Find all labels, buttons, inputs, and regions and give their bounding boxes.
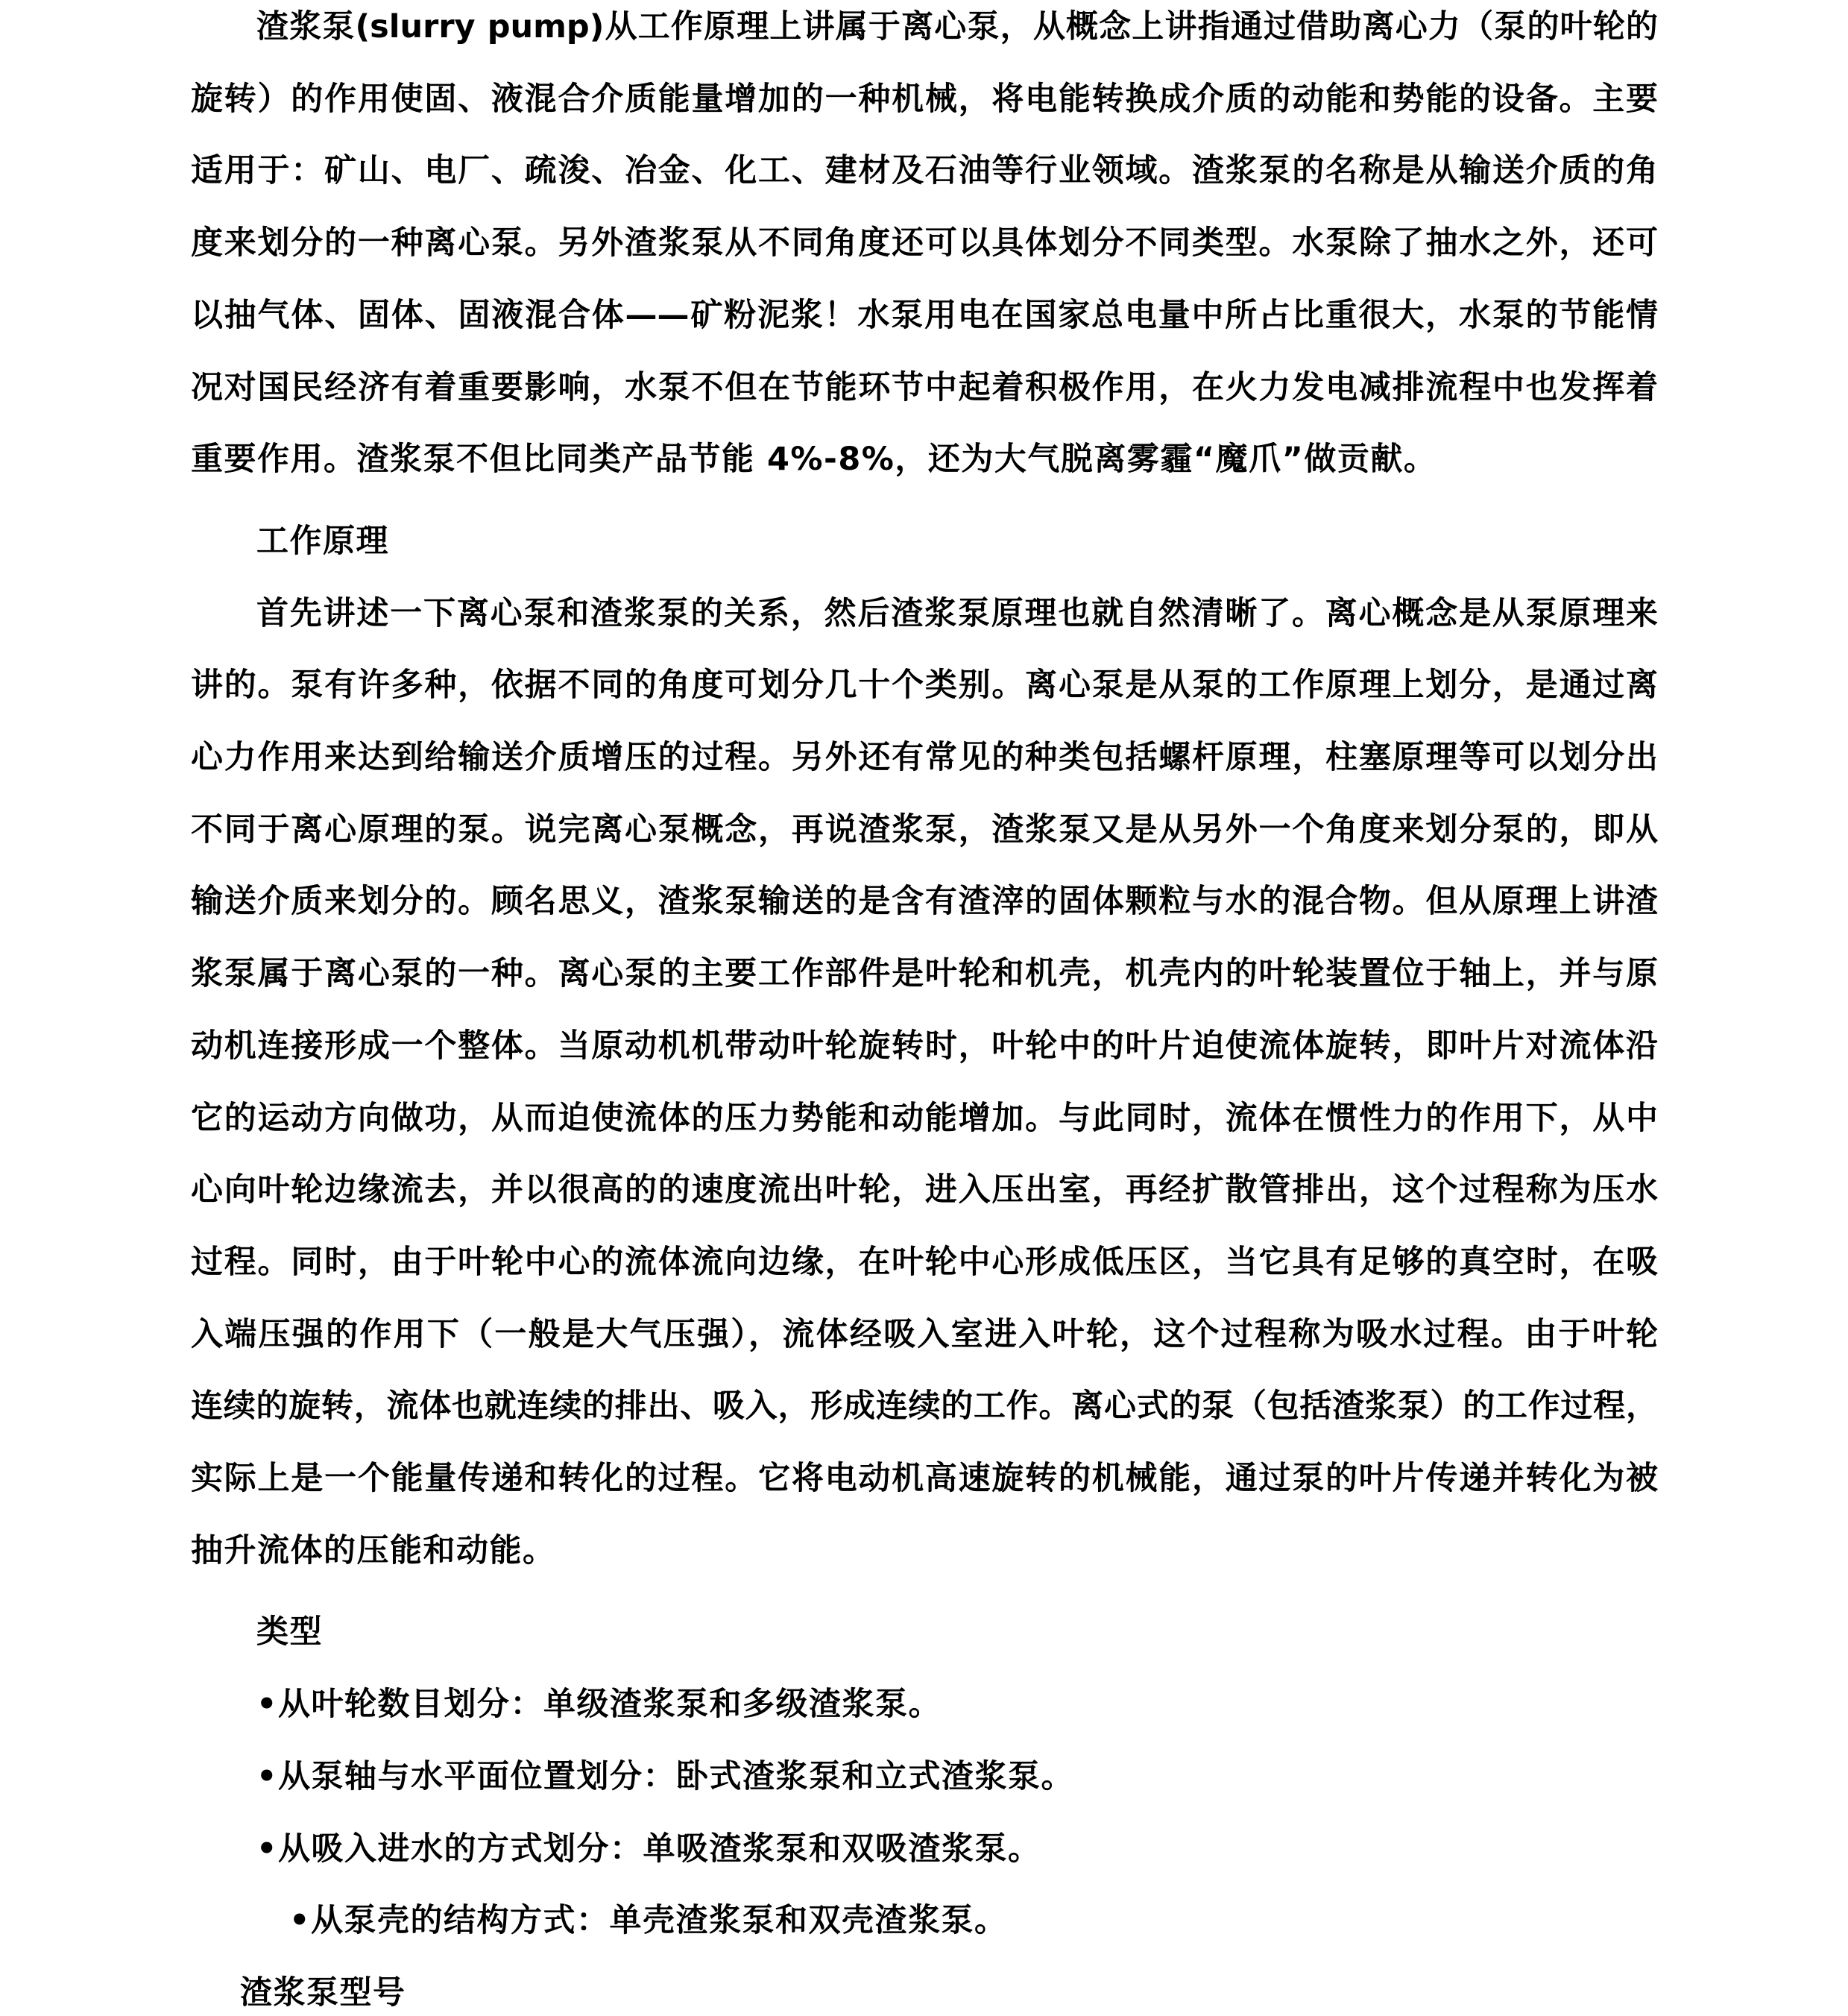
paragraph-first-line: 首先讲述一下离心泵和渣浆泵的关系，然后渣浆泵原理也就自然清晰了。离心概念是从泵原理来 <box>256 594 1658 632</box>
paragraph-line: 实际上是一个能量传递和转化的过程。它将电动机高速旋转的机械能，通过泵的叶片传递并转化为被 <box>191 1460 1658 1498</box>
section-heading: 工作原理 <box>256 522 389 560</box>
paragraph-line: 入端压强的作用下（一般是大气压强），流体经吸入室进入叶轮，这个过程称为吸水过程。由于叶轮 <box>191 1315 1658 1353</box>
paragraph-line: 动机连接形成一个整体。当原动机机带动叶轮旋转时，叶轮中的叶片迫使流体旋转，即叶片对流体沿 <box>191 1027 1658 1065</box>
bullet-item: •从泵轴与水平面位置划分：卧式渣浆泵和立式渣浆泵。 <box>256 1757 1074 1795</box>
paragraph-last-line: 抽升流体的压能和动能。 <box>191 1531 556 1569</box>
paragraph-last-line: 重要作用。渣浆泵不但比同类产品节能 4%-8%，还为大气脱离雾霾“魔爪”做贡献。 <box>191 441 1437 479</box>
paragraph-line: 以抽气体、固体、固液混合体——矿粉泥浆！水泵用电在国家总电量中所占比重很大，水泵的节能情 <box>191 296 1658 334</box>
document-body <box>191 0 1658 2016</box>
paragraph-line: 它的运动方向做功，从而迫使流体的压力势能和动能增加。与此同时，流体在惯性力的作用下，从中 <box>191 1099 1658 1137</box>
paragraph-first-line: 渣浆泵(slurry pump)从工作原理上讲属于离心泵，从概念上讲指通过借助离心力（泵的叶轮的 <box>256 8 1658 45</box>
bullet-item: •从泵壳的结构方式：单壳渣浆泵和双壳渣浆泵。 <box>289 1902 1008 1940</box>
paragraph-line: 心力作用来达到给输送介质增压的过程。另外还有常见的种类包括螺杆原理，柱塞原理等可以划分出 <box>191 739 1658 777</box>
bullet-item: •从吸入进水的方式划分：单吸渣浆泵和双吸渣浆泵。 <box>256 1830 1041 1868</box>
paragraph-line: 输送介质来划分的。顾名思义，渣浆泵输送的是含有渣滓的固体颗粒与水的混合物。但从原理上讲渣 <box>191 883 1658 921</box>
paragraph-line: 过程。同时，由于叶轮中心的流体流向边缘，在叶轮中心形成低压区，当它具有足够的真空时，在吸 <box>191 1243 1658 1281</box>
paragraph-line: 心向叶轮边缘流去，并以很高的的速度流出叶轮，进入压出室，再经扩散管排出，这个过程称为压水 <box>191 1171 1658 1209</box>
paragraph-line: 况对国民经济有着重要影响，水泵不但在节能环节中起着积极作用，在火力发电减排流程中也发挥着 <box>191 368 1658 406</box>
section-heading: 渣浆泵型号 <box>240 1974 406 2012</box>
bullet-item: •从叶轮数目划分：单级渣浆泵和多级渣浆泵。 <box>256 1686 942 1724</box>
paragraph-line: 适用于：矿山、电厂、疏浚、冶金、化工、建材及石油等行业领域。渣浆泵的名称是从输送介质的角 <box>191 152 1658 190</box>
paragraph-line: 浆泵属于离心泵的一种。离心泵的主要工作部件是叶轮和机壳，机壳内的叶轮装置位于轴上，并与原 <box>191 955 1658 993</box>
paragraph-line: 旋转）的作用使固、液混合介质能量增加的一种机械，将电能转换成介质的动能和势能的设备。主要 <box>191 80 1658 118</box>
paragraph-line: 度来划分的一种离心泵。另外渣浆泵从不同角度还可以具体划分不同类型。水泵除了抽水之外，还可 <box>191 224 1658 262</box>
paragraph-line: 连续的旋转，流体也就连续的排出、吸入，形成连续的工作。离心式的泵（包括渣浆泵）的工作过程， <box>191 1387 1658 1426</box>
paragraph-line: 不同于离心原理的泵。说完离心泵概念，再说渣浆泵，渣浆泵又是从另外一个角度来划分泵的，即从 <box>191 810 1658 848</box>
paragraph-line: 讲的。泵有许多种，依据不同的角度可划分几十个类别。离心泵是从泵的工作原理上划分，是通过离 <box>191 667 1658 705</box>
section-heading: 类型 <box>256 1613 323 1651</box>
